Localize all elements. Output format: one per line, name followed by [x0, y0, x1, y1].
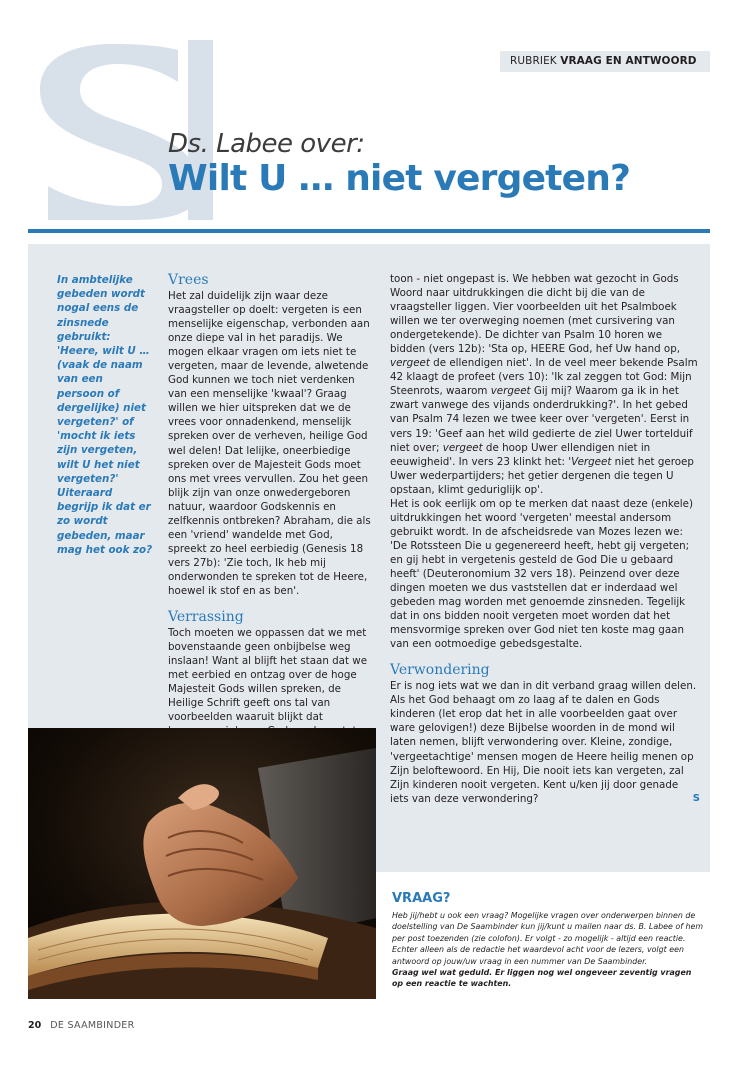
article-column-2 [390, 272, 700, 806]
section-rubric [500, 51, 710, 72]
vraag-text: Heb jij/hebt u ook een vraag? Mogelijke vragen over onderwerpen binnen de doelstelling van De Saambinder kun jij/kunt u mailen naar ds. B. Labee of hem per post toezenden (zie colofon). Er volgt - zo mogelijk - altijd een reactie. Echter alleen als de redactie het waardevol acht voor de lezers, volgt een antwoord op jouw/uw vraag in een nummer van De Saambinder. [392, 911, 704, 966]
heading-verrassing: Verrassing [168, 609, 244, 626]
page-number: 20 [28, 1020, 42, 1031]
vraag-heading: VRAAG? [392, 891, 451, 906]
rubric-name: VRAAG EN ANTWOORD [560, 55, 697, 67]
vraag-box [392, 910, 704, 990]
paragraph-deuteronomium: Het is ook eerlijk om op te merken dat naast deze (enkele) uitdrukkingen het woord 'vergeten' meestal andersom gebruikt wordt. In de afscheidsrede van Mozes lezen we: 'De Rotssteen Die u gegenereerd heeft, hebt gij vergeten; en gij hebt in vergetenis gesteld de God Die u gebaard heeft' (Deuteronomium 32 vers 18). Peinzend over deze dingen moeten we dus vaststellen dat er inderdaad wel gebeden mag worden met genoemde zinsneden. Tegelijk dat in ons bidden nooit vergeten moet worden dat het mensvormige spreken over God niet ten koste mag gaan van een ootmoedige gebedsgestalte. [390, 497, 694, 651]
reader-question: In ambtelijke gebeden wordt nogal eens de zinsnede gebruikt: 'Heere, wilt U … (vaak de naam van een persoon of dergelijke) niet vergeten?' of 'mocht ik iets zijn vergeten, wilt U het niet vergeten?' Uiteraard begrijp ik dat er zo wordt gebeden, maar mag het ook zo? [57, 274, 153, 556]
paragraph-verwondering: Er is nog iets wat we dan in dit verband graag willen delen. Als het God behaagt om zo laag af te dalen en Gods kinderen (let erop dat het in alle voorbeelden gaat over ware gelovigen!) deze Bijbelse woorden in de mond wil laten nemen, blijft verwondering over. Kleine, zondige, 'vergeetachtige' mensen mogen de Heere heilig menen op Zijn beloftewoord. En Hij, Die nooit iets kan vergeten, zal Zijn kinderen nooit vergeten. Kent u/ken jij door genade iets van deze verwondering? S [390, 680, 700, 805]
heading-vrees: Vrees [168, 272, 209, 288]
article-title: Wilt U … niet vergeten? [168, 158, 631, 199]
page-footer [28, 1020, 135, 1031]
rubric-prefix: RUBRIEK [510, 55, 557, 67]
end-mark-icon: S [692, 792, 700, 804]
header-rule [28, 229, 710, 233]
heading-verwondering: Verwondering [390, 662, 490, 679]
praying-hands-photo [28, 728, 376, 999]
magazine-name: DE SAAMBINDER [50, 1020, 135, 1031]
paragraph-verrassing: Toch moeten we oppassen dat we met bovenstaande geen onbijbelse weg inslaan! Want al blijft het staan dat we met eerbied en ontzag over de hoge Majesteit Gods willen spreken, de Heilige Schrift geeft ons tal van voorbeelden waaruit blijkt dat [168, 627, 368, 724]
article-subtitle: Ds. Labee over: [168, 129, 365, 159]
vraag-note: Graag wel wat geduld. Er liggen nog wel ongeveer zeventig vragen op een reactie te wachten. [392, 968, 692, 989]
article-column-1 [168, 272, 373, 752]
paragraph-psalms: toon - niet ongepast is. We hebben wat gezocht in Gods Woord naar uitdrukkingen die dicht bij die van de vraagsteller liggen. Vier voorbeelden uit het Psalmboek willen we ter overweging noemen (met cursivering van ondergetekende). De dichter van Psalm 10 horen we bidden (vers 12b): 'Sta op, HEERE God, hef Uw hand op, vergeet de ellendigen niet'. In de veel meer bekende Psalm 42 klaagt de profeet (vers 10): 'Ik zal zeggen tot God: Mijn Steenrots, waarom vergeet Gij mij? Waarom ga ik in het zwart vanwege des vijands onderdrukking?'. In het gebed van Psalm 74 lezen we twee keer over 'vergeten'. Eerst in vers 19: 'Geef aan het wild gedierte de ziel Uwer tortelduif niet over; vergeet de hoop Uwer ellendigen niet in eeuwigheid'. In vers 23 klinkt het: 'Vergeet niet het geroep Uwer wederpartijders; het getier dergenen die tegen U opstaan, klimt geduriglijk op'. [390, 273, 698, 496]
paragraph-vrees: Het zal duidelijk zijn waar deze vraagsteller op doelt: vergeten is een menselijke eigenschap, verbonden aan onze diepe val in het paradijs. We mogen elkaar vragen om iets niet te vergeten, maar de levende, alwetende God kunnen we toch niet verdenken van een menselijke 'kwaal'? Graag willen we hier uitspreken dat we de vrees voor onnadenkend, menselijk spreken over de verheven, heilige God wel delen! Dat lelijke, oneerbiedige spreken over de Majesteit Gods moet ons met vrees vervullen. Zou het geen blijk zijn van onze onwedergeboren natuur, waardoor Godskennis en zelfkennis ontbreken? Abraham, die als een 'vriend' wandelde met God, spreekt zo heel eerbiedig (Genesis 18 vers 27b): 'Zie toch, Ik heb mij onderwonden te spreken tot de Heere, hoewel ik stof en as ben'. [168, 290, 371, 597]
